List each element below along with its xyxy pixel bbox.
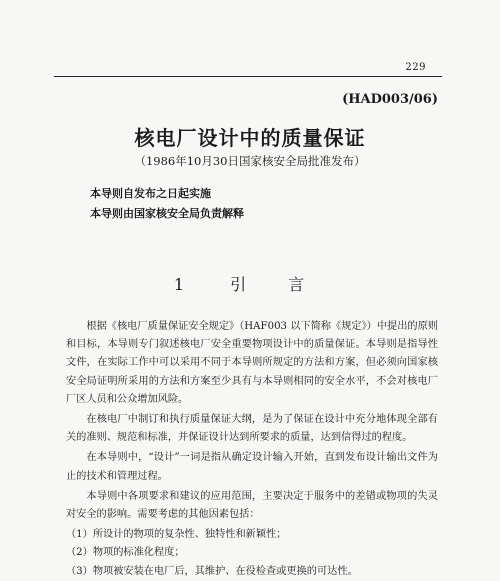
section-title-char: 引 (230, 275, 249, 294)
document-title: 核电厂设计中的质量保证 (134, 126, 366, 150)
section-number: 1 (173, 275, 187, 294)
section-heading (0, 272, 500, 295)
note-line: 本导则由国家核安全局负责解释 (90, 207, 244, 220)
page-number: 229 (405, 62, 426, 73)
note-line: 本导则自发布之日起实施 (90, 187, 211, 200)
document-subtitle: （1986年10月30日国家核安全局批准发布） (134, 154, 366, 168)
paragraph: 在核电厂中制订和执行质量保证大纲，是为了保证在设计中充分地体现全部有关的准则、规范和标准，并保证设计达到所要求的质量，达到信得过的程度。 (66, 414, 438, 444)
document-code: (HAD003/06) (342, 92, 438, 107)
list-item: （2）物项的标准化程度； (66, 547, 185, 559)
paragraph: 根据《核电厂质量保证安全规定》（HAF003 以下简称《规定》）中提出的原则和目标，本导则专门叙述核电厂安全重要物项设计中的质量保证。本导则是指导性文件，在实际工作中可以采用不同于本导则所规定的方法和方案，但必须向国家核安全局证明所采用的方法和方案至少具有与本导则相同的安全水平，不会对核电厂厂区人员和公众增加风险。 (66, 321, 438, 405)
list-item: （3）物项被安装在电厂后，其维护、在役检查或更换的可达性。 (66, 565, 358, 577)
header-rule (54, 76, 442, 77)
paragraph: 在本导则中，“设计”一词是指从确定设计输入开始，直到发布设计输出文件为止的技术和管理过程。 (66, 452, 438, 482)
body-text (66, 318, 438, 581)
section-title-char: 言 (288, 275, 307, 294)
notes (90, 184, 244, 224)
paragraph: 本导则中各项要求和建议的应用范围，主要决定于服务中的差错或物项的失灵对安全的影响。需要考虑的其他因素包括： (66, 490, 438, 521)
list-item: （1）所设计的物项的复杂性、独特性和新颖性； (66, 529, 287, 541)
